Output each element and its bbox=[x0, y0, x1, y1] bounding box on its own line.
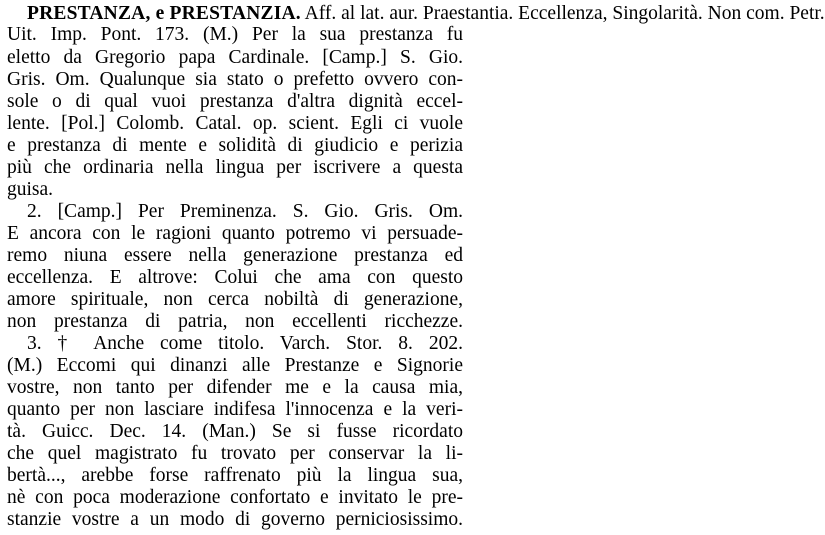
line-1-text: Aff. al lat. aur. Praestantia. Eccellenza, Singolarità. Non com. Petr. bbox=[300, 3, 825, 24]
entry-line-8: più che ordinaria nella lingua per iscrivere a questa bbox=[7, 157, 463, 178]
entry-line-14: amore spirituale, non cerca nobiltà di generazione, bbox=[7, 289, 463, 310]
entry-line-4: Gris. Om. Qualunque sia stato o prefetto ovvero con- bbox=[7, 69, 463, 90]
entry-line-13: eccellenza. E altrove: Colui che ama con questo bbox=[7, 267, 463, 288]
entry-line-18: vostre, non tanto per difender me e la causa mia, bbox=[7, 377, 463, 398]
headword: PRESTANZA, e PRESTANZIA. bbox=[27, 3, 301, 24]
entry-line-11: E ancora con le ragioni quanto potremo vi persuade- bbox=[7, 223, 463, 244]
entry-line-23: nè con poca moderazione confortato e invitato le pre- bbox=[7, 487, 463, 508]
entry-line-24: stanzie vostre a un modo di governo perniciosissimo. bbox=[7, 509, 463, 530]
entry-line-20: tà. Guicc. Dec. 14. (Man.) Se si fusse ricordato bbox=[7, 421, 463, 442]
entry-line-5: sole o di qual vuoi prestanza d'altra dignità eccel- bbox=[7, 91, 463, 112]
entry-line-10: 2. [Camp.] Per Preminenza. S. Gio. Gris. Om. bbox=[27, 201, 463, 222]
entry-line-12: remo niuna essere nella generazione prestanza ed bbox=[7, 245, 463, 266]
entry-line-17: (M.) Eccomi qui dinanzi alle Prestanze e Signorie bbox=[7, 355, 463, 376]
entry-line-15: non prestanza di patria, non eccellenti ricchezze. bbox=[7, 311, 463, 332]
entry-line-21: che quel magistrato fu trovato per conservar la li- bbox=[7, 443, 463, 464]
entry-line-22: bertà..., arebbe forse raffrenato più la lingua sua, bbox=[7, 465, 463, 486]
entry-line-16: 3. † Anche come titolo. Varch. Stor. 8. 202. bbox=[27, 333, 463, 354]
entry-line-7: e prestanza di mente e solidità di giudicio e perizia bbox=[7, 135, 463, 156]
entry-line-2: Uit. Imp. Pont. 173. (M.) Per la sua prestanza fu bbox=[7, 24, 463, 45]
entry-line-6: lente. [Pol.] Colomb. Catal. op. scient. Egli ci vuole bbox=[7, 113, 463, 134]
entry-line-19: quanto per non lasciare indifesa l'innocenza e la veri- bbox=[7, 399, 463, 420]
entry-line-3: eletto da Gregorio papa Cardinale. [Camp.] S. Gio. bbox=[7, 47, 463, 68]
entry-line-9: guisa. bbox=[7, 179, 54, 200]
